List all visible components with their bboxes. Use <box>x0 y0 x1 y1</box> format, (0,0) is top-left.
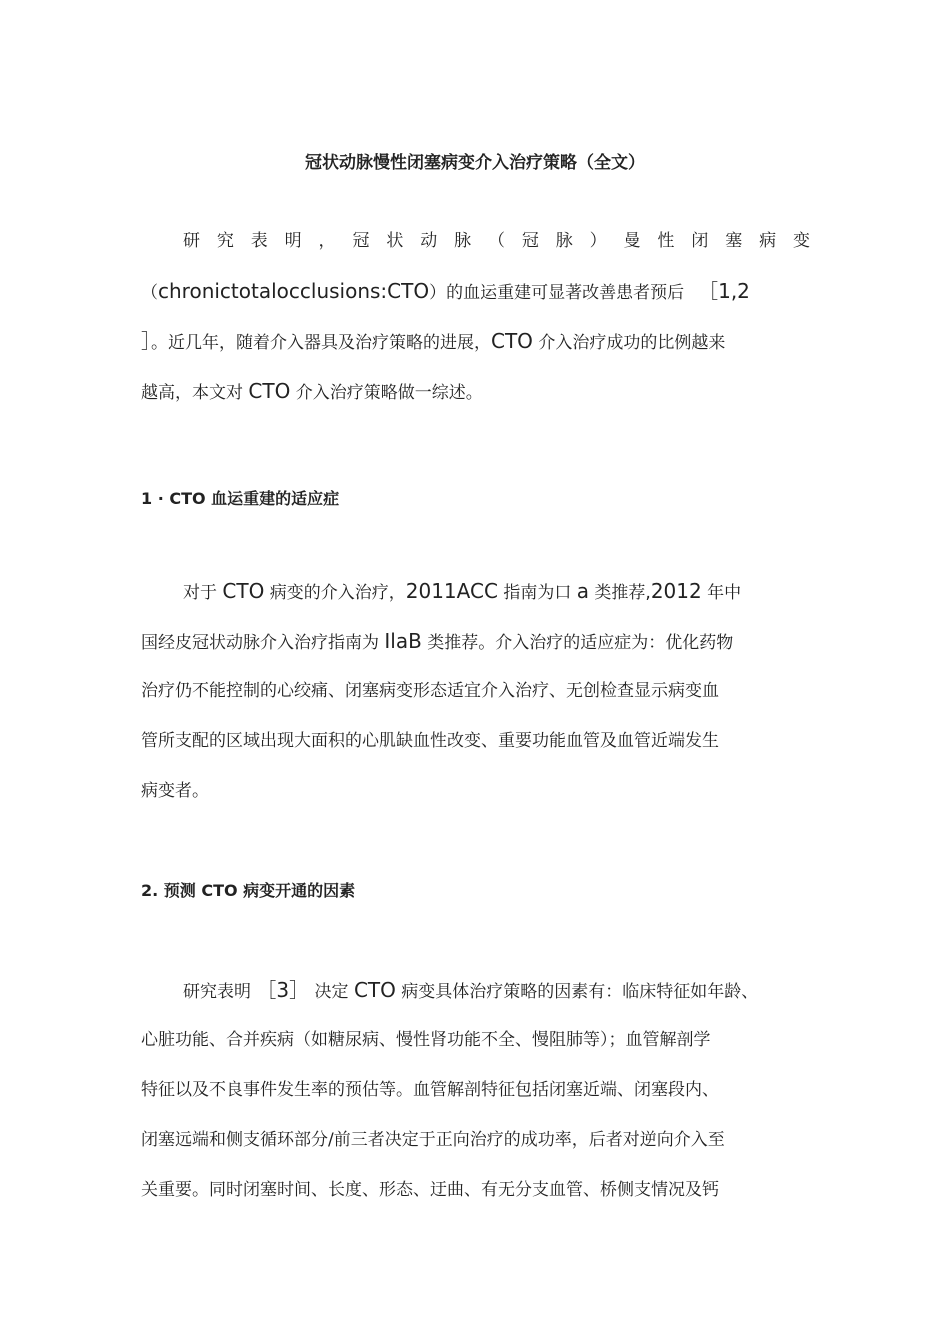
section-1-line-1 <box>141 566 811 616</box>
section-1-line-2a: 国经皮冠状动脉介入治疗指南为 <box>141 633 385 653</box>
intro-paragraph <box>141 216 811 416</box>
section-2-line-1e: 病变具体治疗策略的因素有：临床特征如年龄、 <box>395 982 759 1002</box>
document-title: 冠状动脉慢性闭塞病变介入治疗策略（全文） <box>305 153 645 173</box>
section-2-line-1b: ［3］ <box>256 978 310 1002</box>
section-1-line-4: 管所支配的区域出现大面积的心肌缺血性改变、重要功能血管及血管近端发生 <box>141 731 719 751</box>
section-1-line-1h: 2012 <box>650 579 702 603</box>
intro-line-2c: ）的血运重建可显著改善患者预后 <box>429 283 685 303</box>
section-1-line-2b: IlaB <box>384 629 422 653</box>
section-2-line-1c: 决定 <box>309 982 354 1002</box>
section-2-line-3: 特征以及不良事件发生率的预估等。血管解剖特征包括闭塞近端、闭塞段内、 <box>141 1080 719 1100</box>
section-1-line-1f: a <box>576 579 589 603</box>
section-1-line-1c: 病变的介入治疗， <box>264 583 406 603</box>
section-2-line-1d: CTO <box>353 978 396 1002</box>
intro-line-4a: 越高，本文对 <box>141 383 249 403</box>
section-1-heading: 1 · CTO 血运重建的适应症 <box>141 489 340 508</box>
section-1-paragraph <box>141 566 811 816</box>
section-1-line-2 <box>141 616 811 666</box>
section-2-line-2: 心脏功能、合并疾病（如糖尿病、慢性肾功能不全、慢阻肺等）；血管解剖学 <box>141 1030 711 1050</box>
intro-line-4b: CTO <box>248 379 291 403</box>
intro-line-3d: 介入治疗成功的比例越来 <box>532 333 726 353</box>
intro-line-2d: ［1,2 <box>698 279 750 303</box>
section-1-line-1b: CTO <box>222 579 265 603</box>
section-1-line-1i: 年中 <box>701 583 742 603</box>
section-1-line-1e: 指南为口 <box>497 583 577 603</box>
intro-line-2a: （ <box>141 283 158 303</box>
section-1-line-5: 病变者。 <box>141 781 209 801</box>
section-2-line-4: 闭塞远端和侧支循环部分/前三者决定于正向治疗的成功率，后者对逆向介入至 <box>141 1130 725 1150</box>
section-2-heading: 2. 预测 CTO 病变开通的因素 <box>141 881 356 900</box>
section-2-line-5: 关重要。同时闭塞时间、长度、形态、迂曲、有无分支血管、桥侧支情况及钙 <box>141 1180 719 1200</box>
intro-line-3a: ］ <box>141 329 151 353</box>
intro-line-3c: CTO <box>491 329 533 353</box>
section-1-line-1d: 2011ACC <box>405 579 498 603</box>
intro-line-4c: 介入治疗策略做一综述。 <box>290 383 483 403</box>
section-1-line-2c: 类推荐。介入治疗的适应症为：优化药物 <box>421 633 734 653</box>
section-1-line-1a: 对于 <box>183 583 223 603</box>
intro-line-2 <box>141 266 811 316</box>
section-2-line-1 <box>141 965 811 1015</box>
intro-line-4 <box>141 366 811 416</box>
intro-line-1: 研 究 表 明 ， 冠 状 动 脉 （ 冠 脉 ） 曼 性 闭 塞 病 变 <box>183 231 811 251</box>
section-1-line-1g: 类推荐, <box>589 583 651 603</box>
section-1-line-3: 治疗仍不能控制的心绞痛、闭塞病变形态适宜介入治疗、无创检查显示病变血 <box>141 681 719 701</box>
intro-line-3b: 。近几年，随着介入器具及治疗策略的进展， <box>151 333 491 353</box>
section-2-paragraph <box>141 965 811 1215</box>
section-2-line-1a: 研究表明 <box>183 982 257 1002</box>
intro-line-2b: chronictotalocclusions:CTO <box>158 279 430 303</box>
intro-line-3 <box>141 316 811 366</box>
